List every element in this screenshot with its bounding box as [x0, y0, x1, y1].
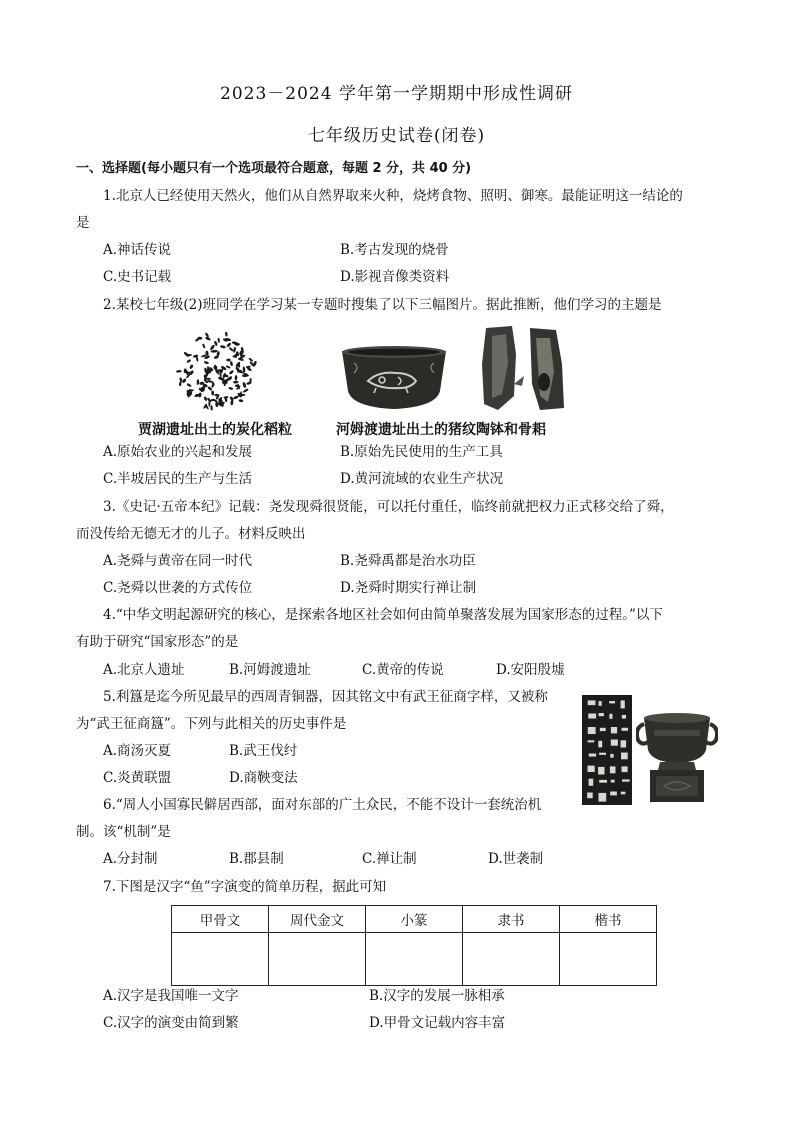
q6-option-b: B.郡县制 [229, 851, 284, 867]
rice-grain [238, 399, 243, 403]
rice-grain [220, 345, 226, 349]
inscription-glyph [611, 780, 615, 783]
q2-option-d: D.黄河流域的农业生产状况 [340, 471, 504, 487]
rice-grain [233, 380, 238, 383]
rice-grain [202, 343, 206, 348]
header-clerical: 隶书 [463, 906, 560, 933]
inscription-glyph [588, 700, 596, 705]
rice-grain [229, 370, 234, 375]
header-oracle-bone: 甲骨文 [172, 906, 269, 933]
inscription-glyph [588, 740, 595, 742]
rice-grain [186, 383, 192, 388]
q5-option-d: D.商鞅变法 [229, 770, 298, 786]
inscription-glyph [588, 766, 595, 772]
q2-stem: 2.某校七年级(2)班同学在学习某一专题时搜集了以下三幅图片。据此推断，他们学习的主题是 [103, 297, 662, 313]
q1-option-c: C.史书记载 [103, 269, 172, 285]
cell-regular [560, 933, 657, 986]
rice-grain [242, 388, 249, 393]
rice-grain [228, 387, 233, 391]
q6-stem: 6.“周人小国寡民僻居西部，面对东部的广土众民，不能不设计一套统治机 [103, 797, 542, 813]
header-regular: 楷书 [560, 906, 657, 933]
rice-grain [197, 379, 200, 385]
inscription-glyph [609, 701, 615, 703]
q2-option-a: A.原始农业的兴起和发展 [103, 444, 253, 460]
q7-option-a: A.汉字是我国唯一文字 [103, 988, 239, 1004]
inscription-glyph [598, 741, 602, 748]
inscription-glyph [621, 740, 627, 747]
rice-grain [203, 396, 207, 401]
q5-option-a: A.商汤灭夏 [103, 743, 172, 759]
cell-bronze-script [269, 933, 366, 986]
inscription-rubbing-image [582, 695, 632, 805]
inscription-glyph [599, 793, 607, 802]
rice-grain [209, 344, 215, 351]
header-small-seal: 小篆 [366, 906, 463, 933]
q2-image-caption-1: 贾湖遗址出土的炭化稻粒 [138, 422, 292, 438]
inscription-glyph [609, 714, 612, 719]
character-evolution-table [171, 905, 657, 986]
inscription-glyph [622, 728, 629, 731]
inscription-glyph [610, 754, 613, 758]
rice-grain [189, 364, 194, 369]
header-bronze-script: 周代金文 [269, 906, 366, 933]
inscription-glyph [589, 779, 594, 786]
q3-option-d: D.尧舜时期实行禅让制 [340, 580, 477, 596]
inscription-glyph [622, 766, 628, 772]
rice-grain [217, 338, 220, 343]
q1-stem-cont: 是 [76, 215, 90, 231]
inscription-glyph [588, 727, 596, 734]
q7-stem: 7.下图是汉字“鱼”字演变的简单历程，据此可知 [103, 879, 387, 895]
inscription-glyph [621, 792, 626, 795]
inscription-glyph [599, 713, 604, 716]
q6-stem-cont: 制。该“机制”是 [76, 824, 171, 840]
page-title: 2023－2024 学年第一学期期中形成性调研 [220, 84, 573, 104]
rice-grain [229, 347, 234, 352]
rice-grain [226, 342, 232, 348]
q7-option-c: C.汉字的演变由简到繁 [103, 1015, 239, 1031]
q2-option-c: C.半坡居民的生产与生活 [103, 471, 253, 487]
q3-stem: 3.《史记·五帝本纪》记载：尧发现舜很贤能，可以托付重任，临终前就把权力正式移交给了舜， [103, 499, 674, 515]
inscription-glyph [598, 767, 604, 775]
q3-option-c: C.尧舜以世袭的方式传位 [103, 580, 253, 596]
rice-grain [211, 391, 214, 396]
inscription-glyph [611, 740, 618, 746]
q2-option-b: B.原始先民使用的生产工具 [340, 444, 503, 460]
li-gui-bronze-vessel-image [636, 706, 718, 804]
cell-small-seal [366, 933, 463, 986]
rice-grain [226, 359, 230, 362]
rice-grain [233, 395, 239, 400]
inscription-glyph [621, 753, 628, 760]
q5-stem: 5.利簋是迄今所见最早的西周青铜器，因其铭文中有武王征商字样，又被称 [103, 689, 548, 705]
q4-stem: 4.“中华文明起源研究的核心，是探索各地区社会如何由简单聚落发展为国家形态的过程。”以下 [103, 607, 663, 623]
rice-grain [176, 370, 182, 373]
rice-grain [233, 347, 237, 353]
q6-option-c: C.禅让制 [362, 851, 417, 867]
q7-option-b: B.汉字的发展一脉相承 [369, 988, 505, 1004]
q4-option-b: B.河姆渡遗址 [229, 662, 311, 678]
pig-pottery-bowl-image [338, 343, 450, 413]
rice-grain [229, 361, 233, 366]
inscription-glyph [622, 715, 626, 719]
q4-option-d: D.安阳殷墟 [496, 662, 565, 678]
inscription-glyph [599, 753, 606, 755]
page-subtitle: 七年级历史试卷(闭卷) [307, 126, 486, 146]
q2-image-caption-2: 河姆渡遗址出土的猪纹陶钵和骨耜 [336, 422, 546, 438]
q6-option-a: A.分封制 [103, 851, 158, 867]
q1-option-a: A.神话传说 [103, 242, 172, 258]
q3-option-a: A.尧舜与黄帝在同一时代 [103, 553, 253, 569]
rice-grain [225, 365, 231, 369]
inscription-glyph [622, 779, 630, 781]
inscription-glyph [587, 793, 593, 799]
q1-stem: 1.北京人已经使用天然火，他们从自然界取来火种，烧烤食物、照明、御寒。最能证明这一结论的 [103, 188, 683, 204]
q3-stem-cont: 而没传给无德无才的儿子。材料反映出 [76, 526, 306, 542]
q3-option-b: B.尧舜禹都是治水功臣 [340, 553, 476, 569]
q5-option-c: C.炎黄联盟 [103, 770, 172, 786]
q4-option-c: C.黄帝的传说 [362, 662, 444, 678]
q1-option-b: B.考古发现的烧骨 [340, 242, 449, 258]
rice-grain [246, 365, 251, 368]
inscription-glyph [611, 727, 617, 733]
q6-option-d: D.世袭制 [488, 851, 544, 867]
cell-clerical [463, 933, 560, 986]
rice-grain [242, 382, 247, 389]
q5-stem-cont: 为“武王征商簋”。下列与此相关的历史事件是 [76, 716, 347, 732]
rice-grain [204, 361, 209, 365]
inscription-glyph [588, 714, 596, 719]
rice-grain [234, 375, 237, 381]
inscription-glyph [610, 792, 617, 796]
q7-option-d: D.甲骨文记载内容丰富 [369, 1015, 506, 1031]
inscription-glyph [589, 754, 596, 757]
inscription-glyph [610, 766, 616, 773]
rice-grain [186, 359, 191, 363]
section-heading: 一、选择题(每小题只有一个选项最符合题意，每题 2 分，共 40 分) [76, 161, 472, 176]
q4-stem-cont: 有助于研究“国家形态”的是 [76, 634, 239, 650]
rice-grain [230, 400, 233, 405]
rice-grain [179, 381, 182, 386]
rice-grain [214, 394, 220, 397]
inscription-glyph [599, 780, 607, 783]
rice-grain [210, 405, 213, 410]
rice-grains-image [168, 328, 266, 414]
inscription-glyph [621, 700, 625, 708]
rice-grain [181, 378, 186, 384]
inscription-glyph [600, 728, 606, 731]
cell-oracle-bone [172, 933, 269, 986]
inscription-glyph [599, 701, 602, 706]
rice-grain [179, 377, 183, 382]
q5-option-b: B.武王伐纣 [229, 743, 298, 759]
q1-option-d: D.影视音像类资料 [340, 269, 450, 285]
q4-option-a: A.北京人遗址 [103, 662, 185, 678]
bone-spade-image [478, 324, 570, 414]
rice-grain [225, 332, 228, 337]
rice-grain [198, 392, 202, 398]
